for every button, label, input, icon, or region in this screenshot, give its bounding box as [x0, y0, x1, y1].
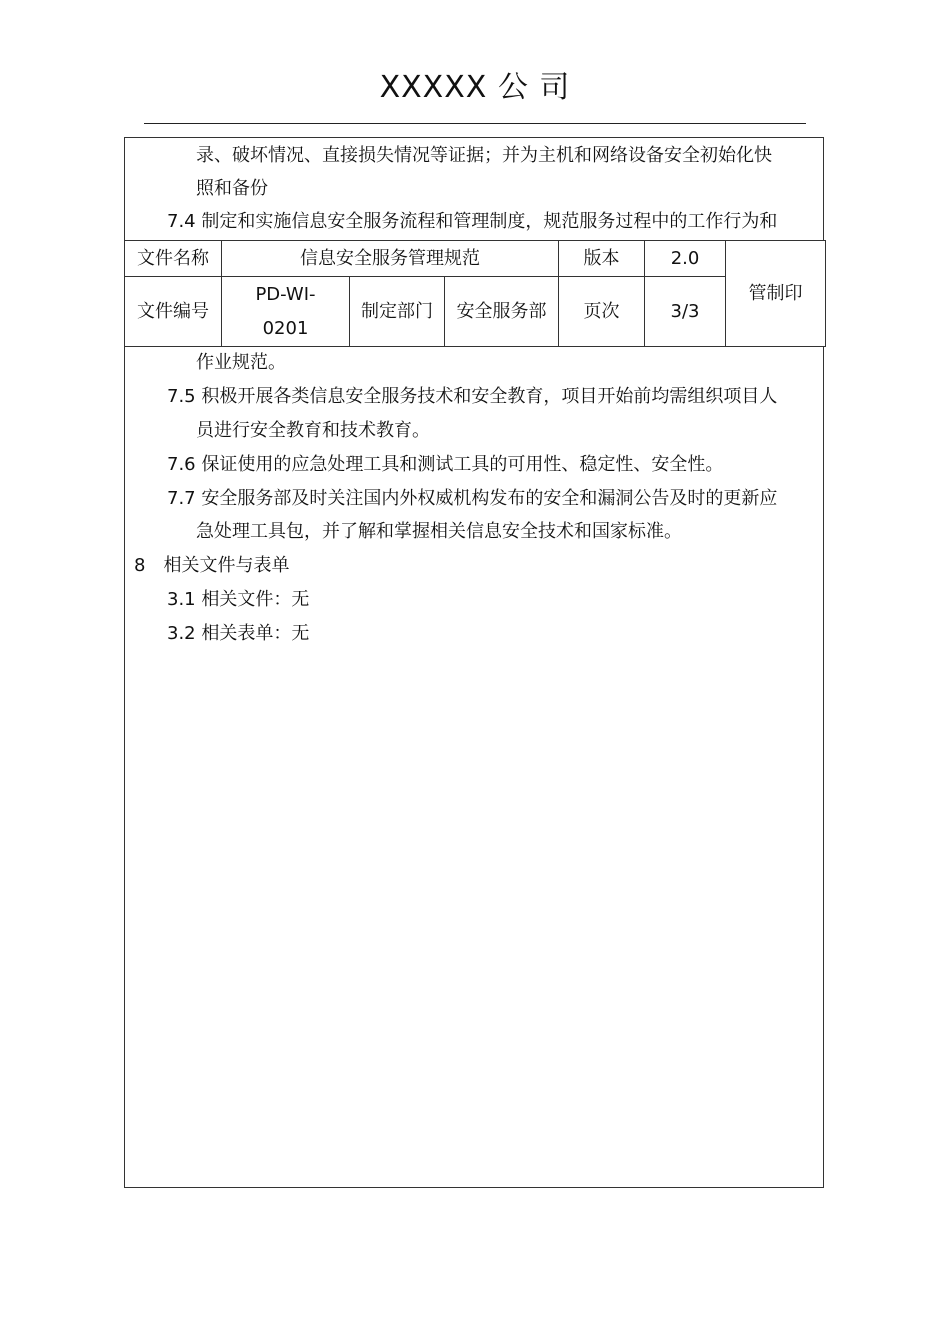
doc-number-value-line1: PD-WI- — [255, 283, 316, 305]
item-7-4-continued: 作业规范。 — [196, 352, 286, 373]
item-3-2: 3.2 相关表单：无 — [167, 623, 310, 644]
page-label: 页次 — [559, 277, 645, 347]
item-7-5: 7.5 积极开展各类信息安全服务技术和安全教育，项目开始前均需组织项目人 — [167, 386, 778, 407]
company-title: XXXXX 公 司 — [379, 70, 571, 105]
doc-number-value — [222, 277, 350, 347]
item-7-6: 7.6 保证使用的应急处理工具和测试工具的可用性、稳定性、安全性。 — [167, 454, 724, 475]
doc-number-value-line2: 0201 — [262, 317, 309, 339]
document-info-table — [124, 240, 826, 347]
section-8-heading: 8 相关文件与表单 — [134, 555, 290, 576]
page-value: 3/3 — [645, 277, 726, 347]
control-stamp: 管制印 — [726, 241, 826, 347]
item-7-4: 7.4 制定和实施信息安全服务流程和管理制度，规范服务过程中的工作行为和 — [167, 211, 778, 232]
item-7-5-continued: 员进行安全教育和技术教育。 — [196, 420, 430, 441]
version-label: 版本 — [559, 241, 645, 277]
version-value: 2.0 — [645, 241, 726, 277]
item-7-7-continued: 急处理工具包，并了解和掌握相关信息安全技术和国家标准。 — [196, 521, 682, 542]
doc-number-label: 文件编号 — [125, 277, 222, 347]
item-3-1: 3.1 相关文件：无 — [167, 589, 310, 610]
body-line-continued-2: 照和备份 — [196, 178, 268, 199]
item-7-7: 7.7 安全服务部及时关注国内外权威机构发布的安全和漏洞公告及时的更新应 — [167, 488, 778, 509]
body-line-continued-1: 录、破坏情况、直接损失情况等证据；并为主机和网络设备安全初始化快 — [196, 145, 772, 166]
header-rule — [144, 123, 806, 124]
doc-name-label: 文件名称 — [125, 241, 222, 277]
dept-value: 安全服务部 — [445, 277, 559, 347]
dept-label: 制定部门 — [350, 277, 445, 347]
doc-name-value: 信息安全服务管理规范 — [222, 241, 559, 277]
